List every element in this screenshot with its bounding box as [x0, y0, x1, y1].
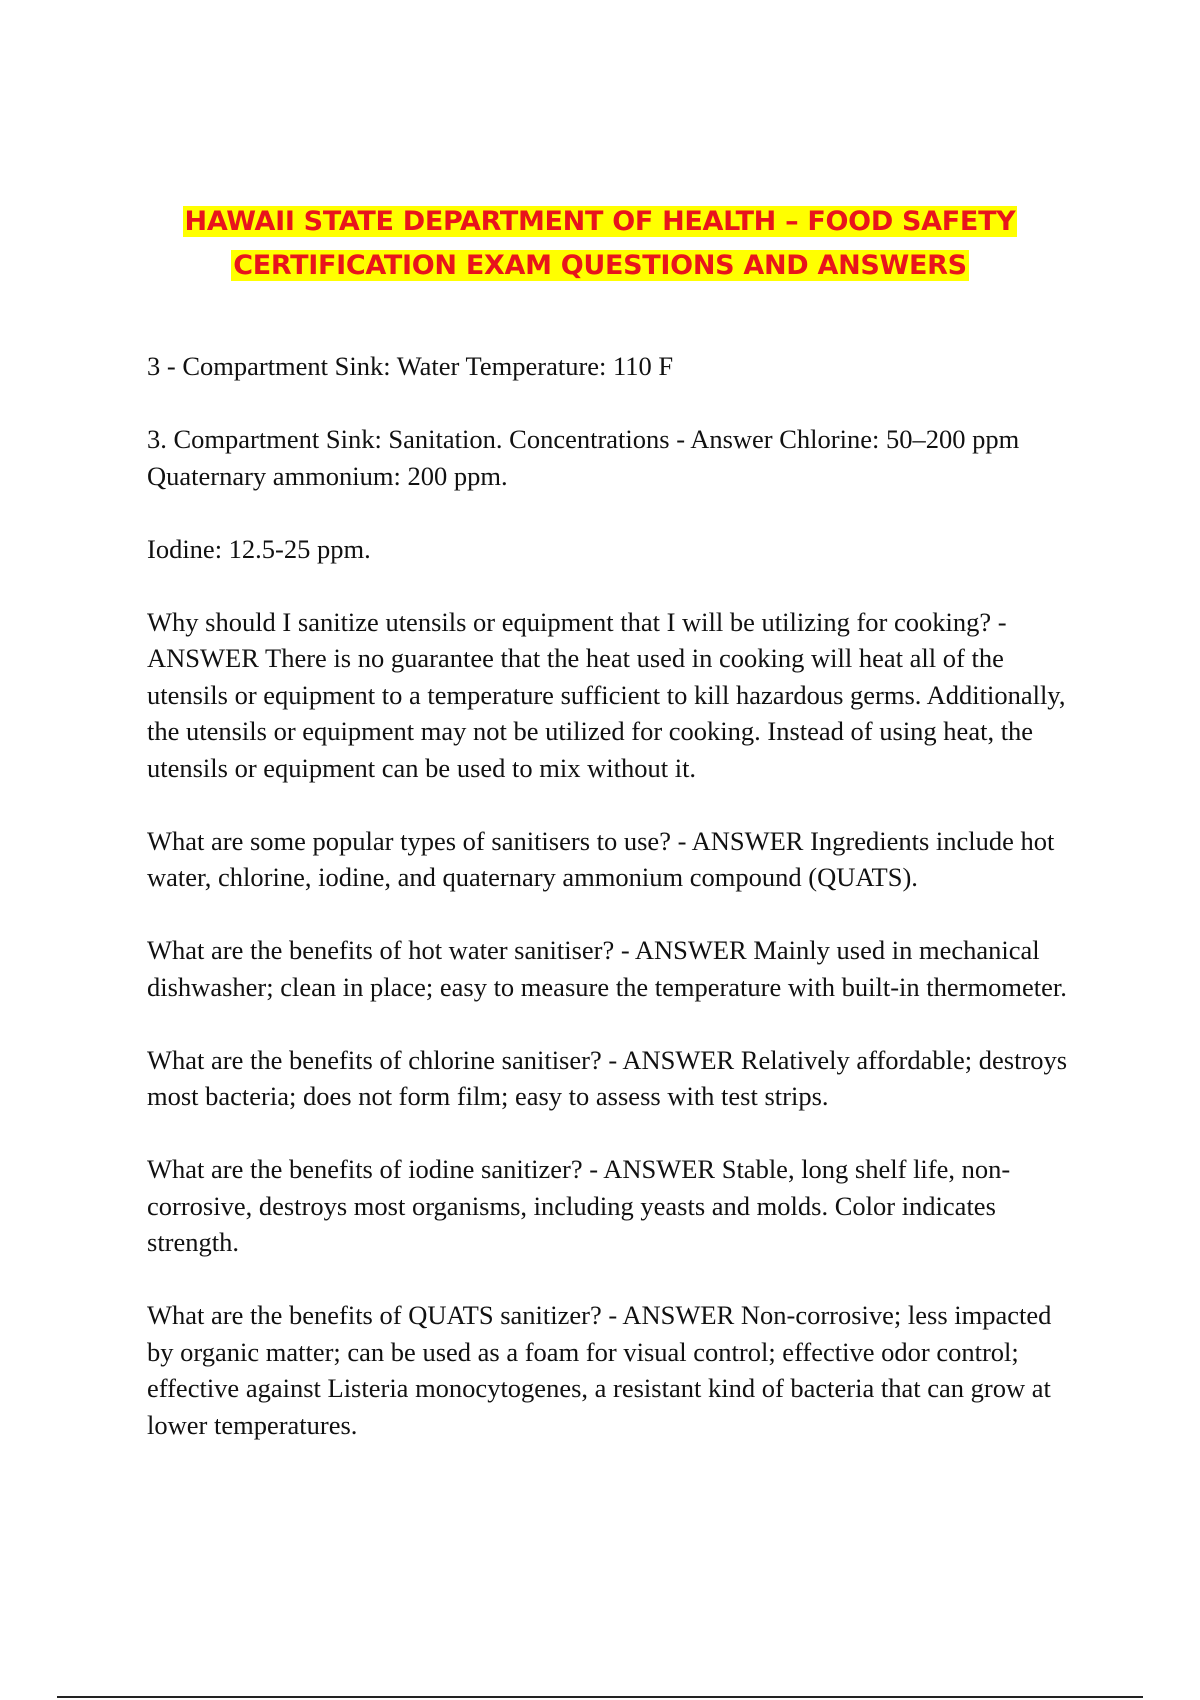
paragraph-quats-benefits: What are the benefits of QUATS sanitizer? - ANSWER Non-corrosive; less impacted by organic matter; can be used as a foam for visual control; effective odor control; effective against Listeria monocytogenes, a resistant kind of bacteria that can grow at lower temperatures.: [147, 1300, 1052, 1440]
paragraph-sanitation-concentrations: 3. Compartment Sink: Sanitation. Concentrations - Answer Chlorine: 50–200 ppm: [147, 424, 1020, 454]
paragraph-water-temperature: 3 - Compartment Sink: Water Temperature: 110 F: [147, 351, 674, 381]
paragraph-sanitiser-types: What are some popular types of sanitisers to use? - ANSWER Ingredients include hot water, chlorine, iodine, and quaternary ammonium compound (QUATS).: [147, 825, 1055, 892]
title-line-1: HAWAII STATE DEPARTMENT OF HEALTH – FOOD SAFETY: [184, 206, 1016, 237]
paragraph-iodine-benefits: What are the benefits of iodine sanitizer? - ANSWER Stable, long shelf life, non-corrosive, destroys most organisms, including yeasts and molds. Color indicates strength.: [147, 1154, 1011, 1257]
paragraph-iodine: Iodine: 12.5-25 ppm.: [147, 533, 371, 564]
document-body: [147, 348, 1077, 1480]
paragraph-why-sanitize: Why should I sanitize utensils or equipment that I will be utilizing for cooking? - ANSWER There is no guarantee that the heat used in cooking will heat all of the utensils or equipment to a temperature sufficient to kill hazardous germs. Additionally, the utensils or equipment may not be utilized for cooking. Instead of using heat, the utensils or equipment can be used to mix without it.: [147, 606, 1066, 783]
paragraph-hot-water-benefits: What are the benefits of hot water sanitiser? - ANSWER Mainly used in mechanical dishwasher; clean in place; easy to measure the temperature with built-in thermometer.: [147, 935, 1067, 1002]
paragraph-quaternary-ammonium: Quaternary ammonium: 200 ppm.: [147, 460, 508, 491]
page-title: [100, 200, 1100, 288]
paragraph-chlorine-benefits: What are the benefits of chlorine sanitiser? - ANSWER Relatively affordable; destroys most bacteria; does not form film; easy to assess with test strips.: [147, 1044, 1068, 1111]
title-line-2: CERTIFICATION EXAM QUESTIONS AND ANSWERS: [233, 250, 967, 281]
footer-divider: [57, 1696, 1143, 1698]
